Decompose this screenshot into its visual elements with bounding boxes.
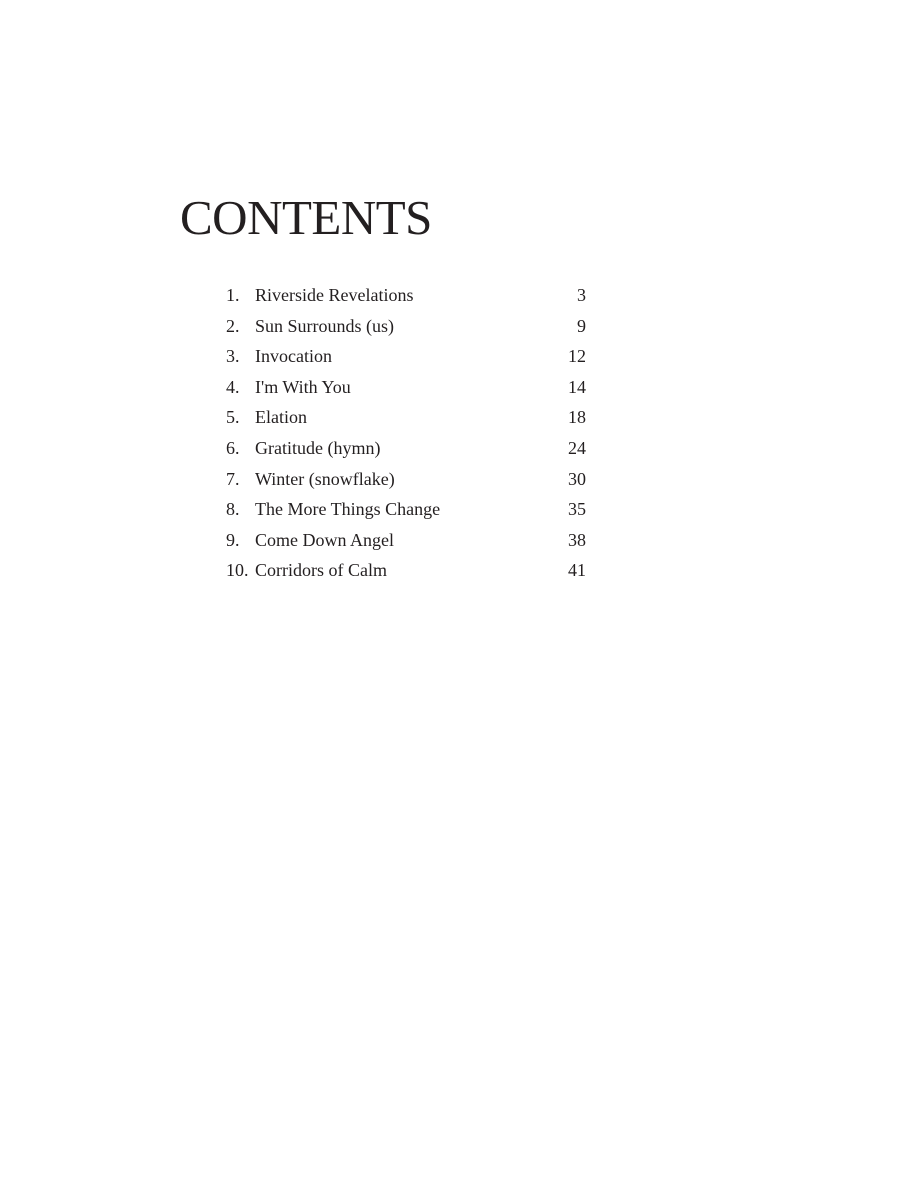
toc-entry-page: 14 xyxy=(568,376,586,397)
toc-entry xyxy=(226,465,586,496)
toc-entry-title: Riverside Revelations xyxy=(255,285,414,305)
toc-entry xyxy=(226,373,586,404)
toc-entry-title: Corridors of Calm xyxy=(255,560,387,581)
table-of-contents xyxy=(226,281,586,587)
toc-entry-title: Elation xyxy=(255,407,307,428)
contents-heading: CONTENTS xyxy=(180,190,432,245)
toc-entry xyxy=(226,556,586,587)
toc-entry-number: 6. xyxy=(226,437,240,458)
toc-entry xyxy=(226,495,586,526)
toc-entry-page: 3 xyxy=(577,285,586,305)
toc-entry-title: Come Down Angel xyxy=(255,529,394,550)
toc-entry-title: Winter (snowflake) xyxy=(255,468,395,489)
toc-entry-title: Sun Surrounds (us) xyxy=(255,315,395,336)
toc-entry-page: 24 xyxy=(568,437,586,458)
toc-entry-title: Invocation xyxy=(255,346,332,367)
toc-entry-number: 10. xyxy=(226,560,249,581)
toc-entry-number: 1. xyxy=(226,285,240,305)
toc-entry-title: Gratitude (hymn) xyxy=(255,437,381,458)
toc-entry-page: 9 xyxy=(577,315,586,336)
toc-entry xyxy=(226,434,586,465)
toc-entry-number: 2. xyxy=(226,315,240,336)
toc-entry-page: 12 xyxy=(568,346,586,367)
toc-entry-number: 7. xyxy=(226,468,240,489)
toc-entry xyxy=(226,403,586,434)
toc-entry-number: 3. xyxy=(226,346,240,367)
toc-entry-number: 8. xyxy=(226,499,240,520)
toc-entry-page: 38 xyxy=(568,529,586,550)
toc-entry xyxy=(226,342,586,373)
toc-entry-title: The More Things Change xyxy=(255,499,441,520)
toc-entry-number: 4. xyxy=(226,376,240,397)
toc-entry-page: 18 xyxy=(568,407,586,428)
toc-entry-number: 9. xyxy=(226,529,240,550)
toc-entry xyxy=(226,281,586,312)
toc-entry xyxy=(226,312,586,343)
toc-entry-page: 41 xyxy=(568,560,586,581)
toc-entry xyxy=(226,526,586,557)
toc-entry-page: 35 xyxy=(568,499,586,520)
toc-entry-page: 30 xyxy=(568,468,586,489)
toc-entry-number: 5. xyxy=(226,407,240,428)
toc-entry-title: I'm With You xyxy=(255,376,351,397)
